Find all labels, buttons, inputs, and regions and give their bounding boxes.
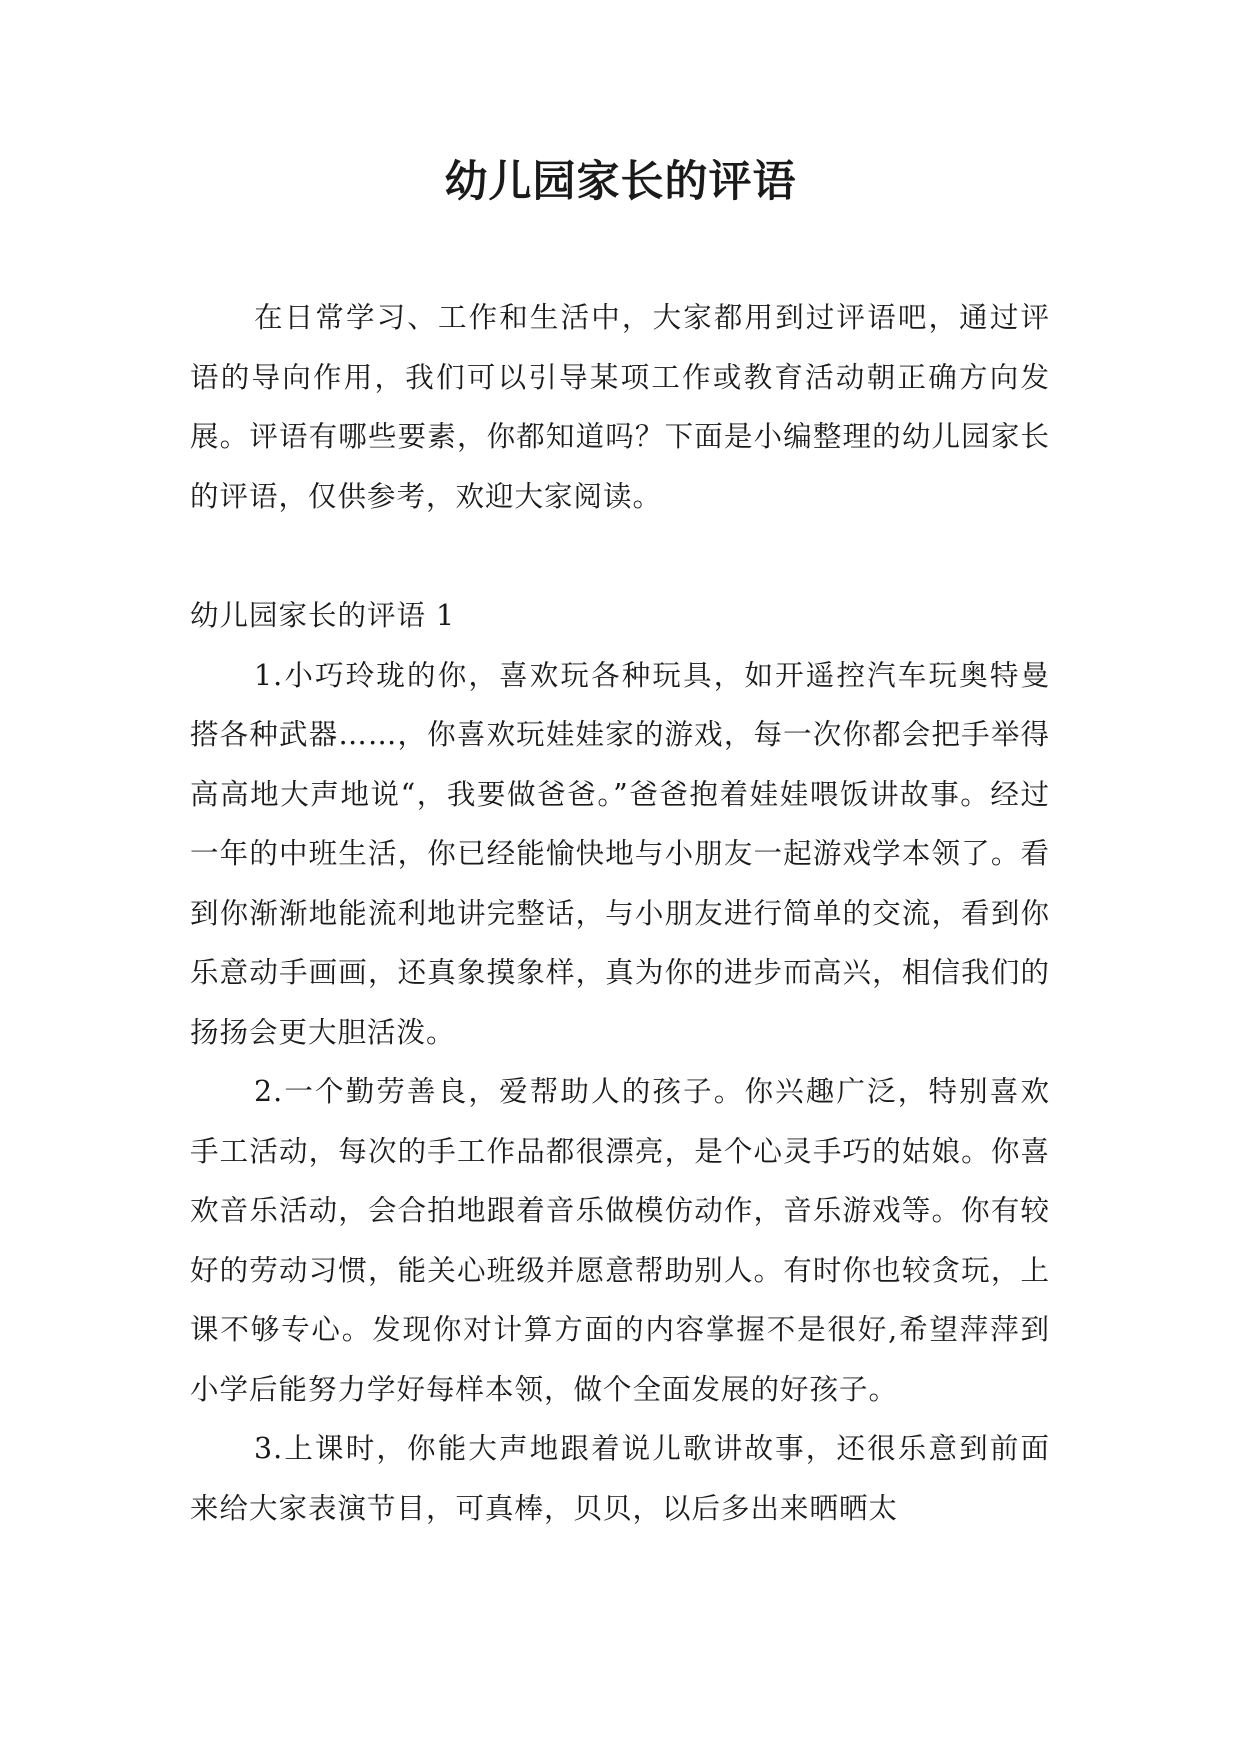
document-body <box>190 288 1050 1538</box>
section-heading: 幼儿园家长的评语 1 <box>190 599 456 632</box>
list-item: 2.一个勤劳善良，爱帮助人的孩子。你兴趣广泛，特别喜欢手工活动，每次的手工作品都很漂亮，是个心灵手巧的姑娘。你喜欢音乐活动，会合拍地跟着音乐做模仿动作，音乐游戏等。你有较好的劳动习惯，能关心班级并愿意帮助别人。有时你也较贪玩，上课不够专心。发现你对计算方面的内容掌握不是很好,希望萍萍到小学后能努力学好每样本领，做个全面发展的好孩子。 <box>190 1075 1050 1406</box>
document-title: 幼儿园家长的评语 <box>444 157 797 207</box>
list-item: 3.上课时，你能大声地跟着说儿歌讲故事，还很乐意到前面来给大家表演节目，可真棒，贝贝，以后多出来晒晒太 <box>190 1432 1050 1525</box>
intro-paragraph: 在日常学习、工作和生活中，大家都用到过评语吧，通过评语的导向作用，我们可以引导某项工作或教育活动朝正确方向发展。评语有哪些要素，你都知道吗？下面是小编整理的幼儿园家长的评语，仅供参考，欢迎大家阅读。 <box>190 301 1050 513</box>
list-item: 1.小巧玲珑的你，喜欢玩各种玩具，如开遥控汽车玩奥特曼搭各种武器……，你喜欢玩娃娃家的游戏，每一次你都会把手举得高高地大声地说“，我要做爸爸。”爸爸抱着娃娃喂饭讲故事。经过一年的中班生活，你已经能愉快地与小朋友一起游戏学本领了。看到你渐渐地能流利地讲完整话，与小朋友进行简单的交流，看到你乐意动手画画，还真象摸象样，真为你的进步而高兴，相信我们的扬扬会更大胆活泼。 <box>190 658 1050 1049</box>
